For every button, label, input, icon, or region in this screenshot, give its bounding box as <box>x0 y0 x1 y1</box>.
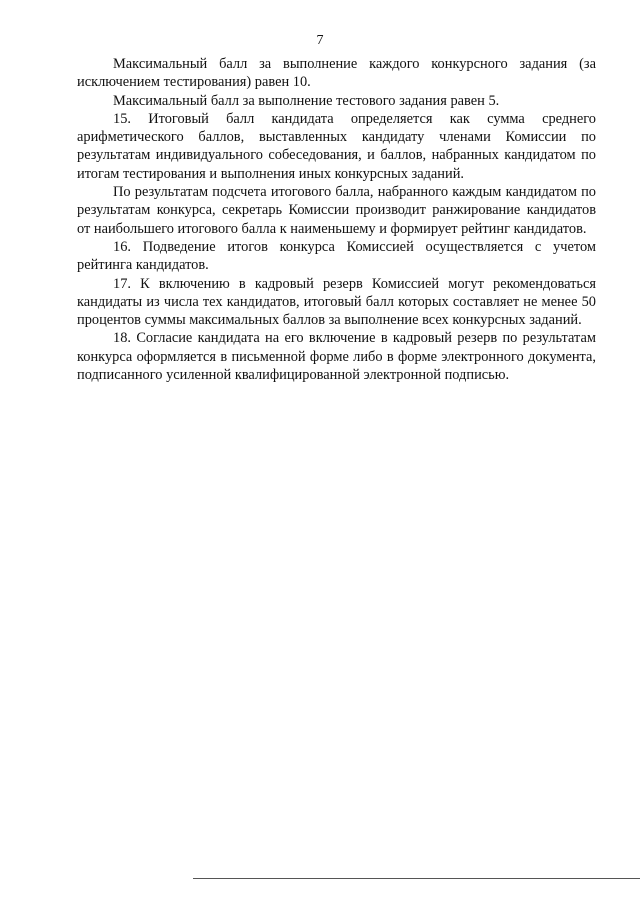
scan-edge-line <box>193 878 640 879</box>
paragraph-max-score-tasks: Максимальный балл за выполнение каждого конкурсного задания (за исключением тестирования) равен 10. <box>77 56 596 91</box>
page-number: 7 <box>316 33 324 48</box>
paragraph-15-final-score: 15. Итоговый балл кандидата определяется как сумма среднего арифметического баллов, выставленных кандидату членами Комиссии по результатам индивидуального собеседования, и баллов, набранных кандидатом по итогам тестирования и выполнения иных конкурсных заданий. <box>77 110 596 182</box>
paragraph-17-reserve: 17. К включению в кадровый резерв Комиссией могут рекомендоваться кандидаты из числа тех кандидатов, итоговый балл которых составляет не менее 50 процентов суммы максимальных баллов за выполнение всех конкурсных заданий. <box>77 275 596 329</box>
paragraph-ranking: По результатам подсчета итогового балла, набранного каждым кандидатом по результатам конкурса, секретарь Комиссии производит ранжирование кандидатов от наибольшего итогового балла к наименьшему и формирует рейтинг кандидатов. <box>77 184 596 237</box>
paragraph-16-results: 16. Подведение итогов конкурса Комиссией осуществляется с учетом рейтинга кандидатов. <box>77 238 596 274</box>
document-body <box>77 55 596 384</box>
paragraph-max-score-test: Максимальный балл за выполнение тестового задания равен 5. <box>113 92 500 109</box>
paragraph-18-consent: 18. Согласие кандидата на его включение в кадровый резерв по результатам конкурса оформляется в письменной форме либо в форме электронного документа, подписанного усиленной квалифицированной электронной подписью. <box>77 330 596 384</box>
